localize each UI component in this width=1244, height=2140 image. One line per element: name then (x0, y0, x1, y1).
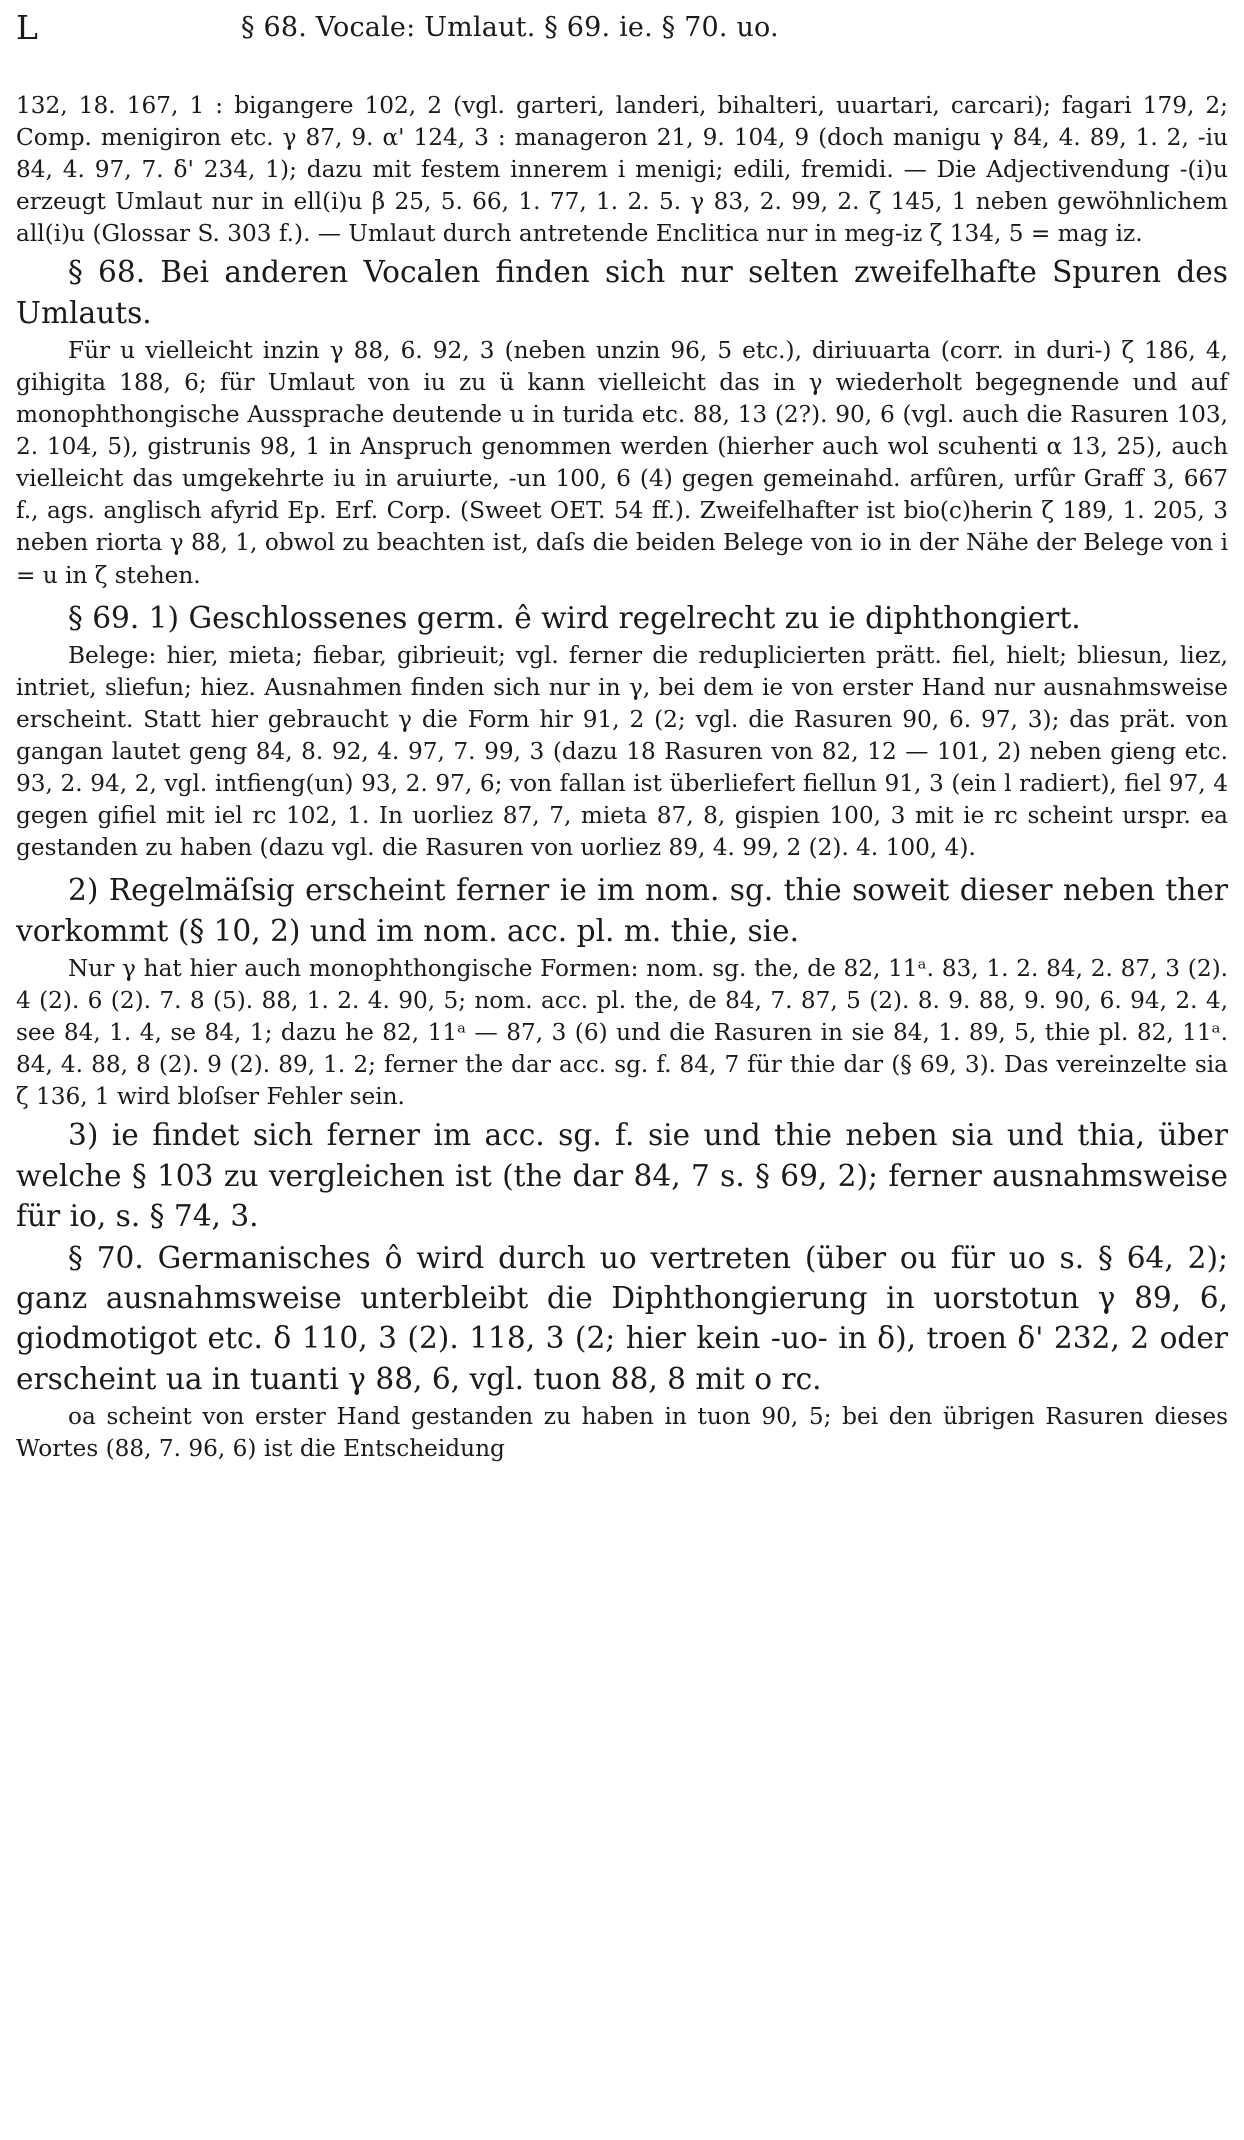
section-70-paragraph: § 70. Germanisches ô wird durch uo vertreten (über ou für uo s. § 64, 2); ganz ausnahmsweise unterbleibt die Diphthongierung in uorstotun γ 89, 6, giodmotigot etc. δ 110, 3 (2). 118, 3 (2; hier kein -uo- in δ), troen δ' 232, 2 oder erscheint ua in tuanti γ 88, 6, vgl. tuon 88, 8 mit o rc. (16, 1240, 1228, 1396)
section-69-1-paragraph: § 69. 1) Geschlossenes germ. ê wird regelrecht zu ie diphthongiert. (68, 600, 1081, 635)
section-68-note: Für u vielleicht inzin γ 88, 6. 92, 3 (neben unzin 96, 5 etc.), diriuuarta (corr. in duri-) ζ 186, 4, gihigita 188, 6; für Umlaut von iu zu ü kann vielleicht das in γ wiederholt begegnende und auf monophthongische Aussprache deutende u in turida etc. 88, 13 (2?). 90, 6 (vgl. auch die Rasuren 103, 2. 104, 5), gistrunis 98, 1 in Anspruch genommen werden (hierher auch wol scuhenti α 13, 25), auch vielleicht das umgekehrte iu in aruiurte, -un 100, 6 (4) gegen gemeinahd. arfûren, urfûr Graff 3, 667 f., ags. anglisch afyrid Ep. Erf. Corp. (Sweet OET. 54 ff.). Zweifelhafter ist bio(c)herin ζ 189, 1. 205, 3 neben riorta γ 88, 1, obwol zu beachten ist, daſs die beiden Belege von io in der Nähe der Belege von i = u in ζ stehen. (16, 336, 1228, 589)
folio-letter: L (16, 8, 38, 47)
section-69-2-paragraph: 2) Regelmäſsig erscheint ferner ie im nom. sg. thie soweit dieser neben ther vorkommt (§ 10, 2) und im nom. acc. pl. m. thie, sie. (16, 873, 1228, 948)
section-68-heading-paragraph: § 68. Bei anderen Vocalen finden sich nur selten zweifelhafte Spuren des Umlauts. (16, 255, 1228, 330)
paragraph-continuation: 132, 18. 167, 1 : bigangere 102, 2 (vgl. garteri, landeri, bihalteri, uuartari, carcari); fagari 179, 2; Comp. menigiron etc. γ 87, 9. α' 124, 3 : manageron 21, 9. 104, 9 (doch manigu γ 84, 4. 89, 1. 2, -iu 84, 4. 97, 7. δ' 234, 1); dazu mit festem innerem i menigi; edili, fremidi. — Die Adjectivendung -(i)u erzeugt Umlaut nur in ell(i)u β 25, 5. 66, 1. 77, 1. 2. 5. γ 83, 2. 99, 2. ζ 145, 1 neben gewöhnlichem all(i)u (Glossar S. 303 f.). — Umlaut durch antretende Enclitica nur in meg-iz ζ 134, 5 = mag iz. (16, 92, 1228, 248)
section-70-note: oa scheint von erster Hand gestanden zu haben in tuon 90, 5; bei den übrigen Rasuren dieses Wortes (88, 7. 96, 6) ist die Entscheidung (16, 1402, 1228, 1462)
page-header (16, 8, 1228, 56)
section-69-3-paragraph: 3) ie findet sich ferner im acc. sg. f. sie und thie neben sia und thia, über welche § 103 zu vergleichen ist (the dar 84, 7 s. § 69, 2); ferner ausnahmsweise für io, s. § 74, 3. (16, 1118, 1228, 1233)
section-69-1-note: Belege: hier, mieta; fiebar, gibrieuit; vgl. ferner die reduplicierten prätt. fiel, hielt; bliesun, liez, intriet, sliefun; hiez. Ausnahmen finden sich nur in γ, bei dem ie von erster Hand nur ausnahmsweise erscheint. Statt hier gebraucht γ die Form hir 91, 2 (2; vgl. die Rasuren 90, 6. 97, 3); das prät. von gangan lautet geng 84, 8. 92, 4. 97, 7. 99, 3 (dazu 18 Rasuren von 82, 12 — 101, 2) neben gieng etc. 93, 2. 94, 2, vgl. intfieng(un) 93, 2. 97, 6; von fallan ist überliefert fiellun 91, 3 (ein l radiert), fiel 97, 4 gegen gifiel mit iel rc 102, 1. In uorliez 87, 7, mieta 87, 8, gispien 100, 3 mit ie rc scheint urspr. ea gestanden zu haben (dazu vgl. die Rasuren von uorliez 89, 4. 99, 2 (2). 4. 100, 4). (16, 641, 1228, 862)
page-body (16, 90, 1228, 1465)
book-page (16, 0, 1228, 2140)
section-69-2-note: Nur γ hat hier auch monophthongische Formen: nom. sg. the, de 82, 11ᵃ. 83, 1. 2. 84, 2. 87, 3 (2). 4 (2). 6 (2). 7. 8 (5). 88, 1. 2. 4. 90, 5; nom. acc. pl. the, de 84, 7. 87, 5 (2). 8. 9. 88, 9. 90, 6. 94, 2. 4, see 84, 1. 4, se 84, 1; dazu he 82, 11ᵃ — 87, 3 (6) und die Rasuren in sie 84, 1. 89, 5, thie pl. 82, 11ᵃ. 84, 4. 88, 8 (2). 9 (2). 89, 1. 2; ferner the dar acc. sg. f. 84, 7 für thie dar (§ 69, 3). Das vereinzelte sia ζ 136, 1 wird bloſser Fehler sein. (16, 954, 1228, 1111)
running-head: § 68. Vocale: Umlaut. § 69. ie. § 70. uo. (241, 12, 779, 43)
